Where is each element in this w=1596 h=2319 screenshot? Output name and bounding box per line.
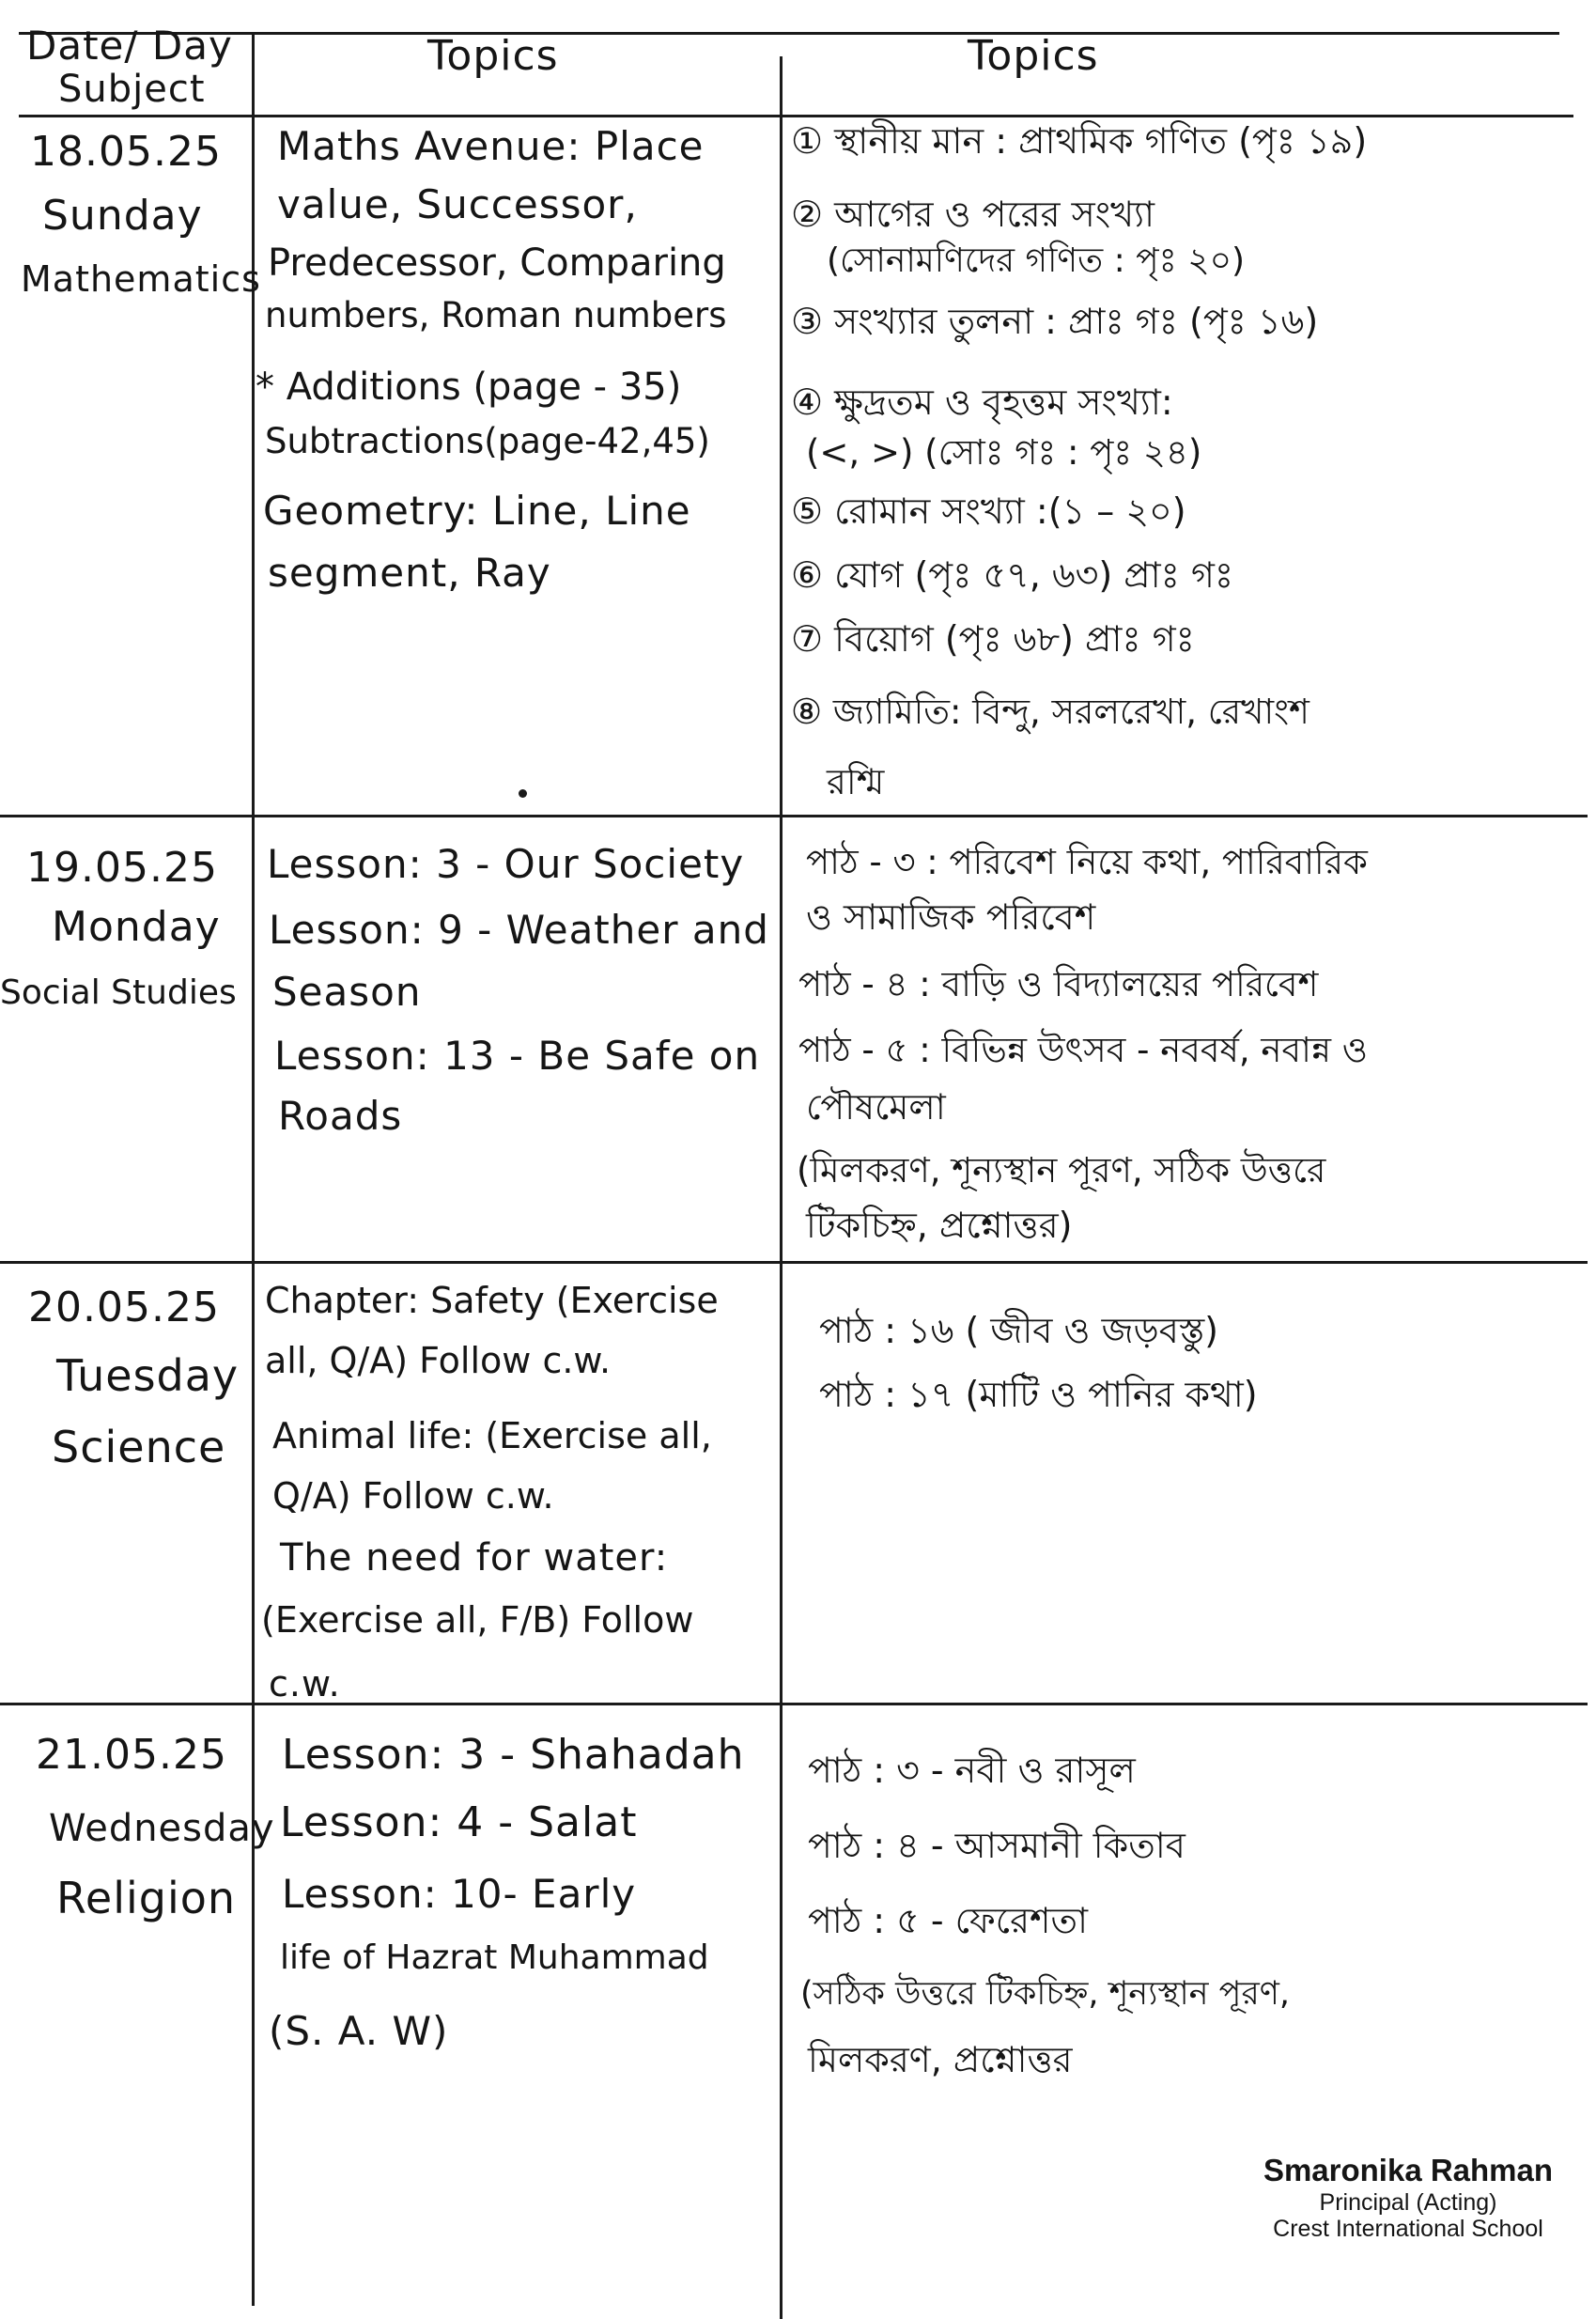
topic-bn-line: পৌষমেলা bbox=[806, 1086, 946, 1128]
topic-en-line: c.w. bbox=[269, 1663, 341, 1704]
topic-en-line: Lesson: 4 - Salat bbox=[280, 1798, 638, 1846]
topic-bn-line: ও সামাজিক পরিবেশ bbox=[806, 896, 1096, 938]
topic-bn-line: টিকচিহ্ন, প্রশ্নোত্তর) bbox=[806, 1205, 1073, 1246]
topic-bn-line: ④ ক্ষুদ্রতম ও বৃহত্তম সংখ্যা: bbox=[791, 381, 1173, 423]
topic-bn-line: পাঠ - ৩ : পরিবেশ নিয়ে কথা, পারিবারিক bbox=[806, 842, 1368, 882]
topic-en-line: Lesson: 10- Early bbox=[282, 1871, 637, 1917]
topic-bn-line: ⑤ রোমান সংখ্যা :(১ – ২০) bbox=[791, 490, 1186, 532]
topic-en-line: Lesson: 9 - Weather and bbox=[269, 907, 769, 953]
topic-en-line: Chapter: Safety (Exercise bbox=[265, 1280, 719, 1321]
topic-en-line: * Additions (page - 35) bbox=[256, 366, 682, 409]
topic-bn-line: (সঠিক উত্তরে টিকচিহ্ন, শূন্যস্থান পূরণ, bbox=[800, 1975, 1290, 2013]
topic-bn-line: ③ সংখ্যার তুলনা : প্রাঃ গঃ (পৃঃ ১৬) bbox=[791, 301, 1319, 342]
col1-divider bbox=[252, 32, 255, 2306]
header-topics-english: Topics bbox=[427, 32, 559, 80]
topic-en-line: The need for water: bbox=[280, 1536, 669, 1580]
topic-en-line: Lesson: 3 - Shahadah bbox=[282, 1731, 745, 1779]
topic-bn-line: মিলকরণ, প্রশ্নোত্তর bbox=[808, 2039, 1073, 2080]
ink-dot bbox=[519, 789, 527, 798]
topic-bn-line: পাঠ - ৫ : বিভিন্ন উৎসব - নববর্ষ, নবান্ন ও bbox=[798, 1030, 1368, 1070]
header-subject: Subject bbox=[58, 68, 206, 111]
topic-en-line: (S. A. W) bbox=[269, 2008, 449, 2054]
topic-en-line: (Exercise all, F/B) Follow bbox=[261, 1599, 694, 1641]
header-date-day: Date/ Day bbox=[26, 23, 233, 69]
topic-en-line: Animal life: (Exercise all, bbox=[272, 1415, 712, 1456]
topic-bn-line: (মিলকরণ, শূন্যস্থান পূরণ, সঠিক উত্তরে bbox=[797, 1150, 1326, 1191]
topic-en-line: Season bbox=[272, 969, 422, 1015]
row-subject: Science bbox=[52, 1422, 226, 1472]
row-date: 19.05.25 bbox=[26, 844, 218, 892]
row-date: 18.05.25 bbox=[30, 128, 222, 176]
row-day: Wednesday bbox=[49, 1807, 275, 1850]
topic-bn-line: (<, >) (সোঃ গঃ : পৃঃ ২৪) bbox=[806, 432, 1202, 473]
topic-en-line: life of Hazrat Muhammad bbox=[280, 1938, 709, 1977]
topic-en-line: Lesson: 13 - Be Safe on bbox=[274, 1033, 761, 1079]
row3-bottom-rule bbox=[0, 1703, 1588, 1705]
topic-en-line: value, Successor, bbox=[277, 181, 638, 227]
row-date: 20.05.25 bbox=[28, 1284, 220, 1331]
row-subject: Social Studies bbox=[0, 973, 237, 1012]
topic-en-line: Maths Avenue: Place bbox=[277, 123, 705, 169]
topic-bn-line: ⑥ যোগ (পৃঃ ৫৭, ৬৩) প্রাঃ গঃ bbox=[791, 554, 1234, 596]
signatory-name: Smaronika Rahman bbox=[1263, 2153, 1554, 2187]
row-day: Sunday bbox=[42, 192, 203, 240]
header-topics-bangla: Topics bbox=[968, 32, 1099, 80]
topic-en-line: segment, Ray bbox=[268, 550, 551, 596]
topic-bn-line: পাঠ : ৩ - নবী ও রাসূল bbox=[808, 1750, 1136, 1791]
topic-bn-line: পাঠ : ১৬ ( জীব ও জড়বস্তু) bbox=[819, 1310, 1219, 1351]
topic-bn-line: রশ্মি bbox=[827, 761, 885, 802]
signature-block bbox=[1239, 2152, 1577, 2242]
row-day: Monday bbox=[52, 903, 221, 951]
row-subject: Mathematics bbox=[21, 258, 261, 300]
row2-bottom-rule bbox=[0, 1261, 1588, 1264]
topic-en-line: numbers, Roman numbers bbox=[265, 295, 727, 335]
topic-bn-line: ① স্থানীয় মান : প্রাথমিক গণিত (পৃঃ ১৯) bbox=[791, 120, 1368, 162]
topic-bn-line: পাঠ : ৫ - ফেরেশতা bbox=[808, 1900, 1088, 1941]
topic-bn-line: ⑦ বিয়োগ (পৃঃ ৬৮) প্রাঃ গঃ bbox=[791, 618, 1195, 660]
topic-bn-line: ② আগের ও পরের সংখ্যা bbox=[791, 194, 1155, 235]
topic-bn-line: (সোনামণিদের গণিত : পৃঃ ২০) bbox=[827, 241, 1246, 280]
row1-bottom-rule bbox=[0, 815, 1588, 817]
topic-en-line: Lesson: 3 - Our Society bbox=[267, 841, 745, 887]
topic-bn-line: পাঠ : ১৭ (মাটি ও পানির কথা) bbox=[819, 1374, 1258, 1415]
table-top-rule bbox=[19, 32, 1559, 35]
school-name: Crest International School bbox=[1273, 2216, 1543, 2242]
signatory-title: Principal (Acting) bbox=[1319, 2189, 1497, 2216]
row-subject: Religion bbox=[56, 1873, 237, 1923]
topic-en-line: Roads bbox=[278, 1093, 403, 1139]
topic-en-line: Subtractions(page-42,45) bbox=[265, 421, 710, 461]
topic-en-line: Geometry: Line, Line bbox=[263, 488, 691, 534]
row-date: 21.05.25 bbox=[36, 1731, 227, 1779]
topic-en-line: all, Q/A) Follow c.w. bbox=[265, 1340, 612, 1381]
topic-bn-line: ⑧ জ্যামিতি: বিন্দু, সরলরেখা, রেখাংশ bbox=[791, 692, 1309, 732]
col2-divider bbox=[780, 56, 783, 2319]
topic-en-line: Predecessor, Comparing bbox=[268, 241, 726, 285]
topic-bn-line: পাঠ - ৪ : বাড়ি ও বিদ্যালয়ের পরিবেশ bbox=[798, 964, 1319, 1004]
row-day: Tuesday bbox=[56, 1350, 240, 1401]
topic-bn-line: পাঠ : ৪ - আসমানী কিতাব bbox=[808, 1825, 1185, 1866]
topic-en-line: Q/A) Follow c.w. bbox=[272, 1475, 554, 1517]
